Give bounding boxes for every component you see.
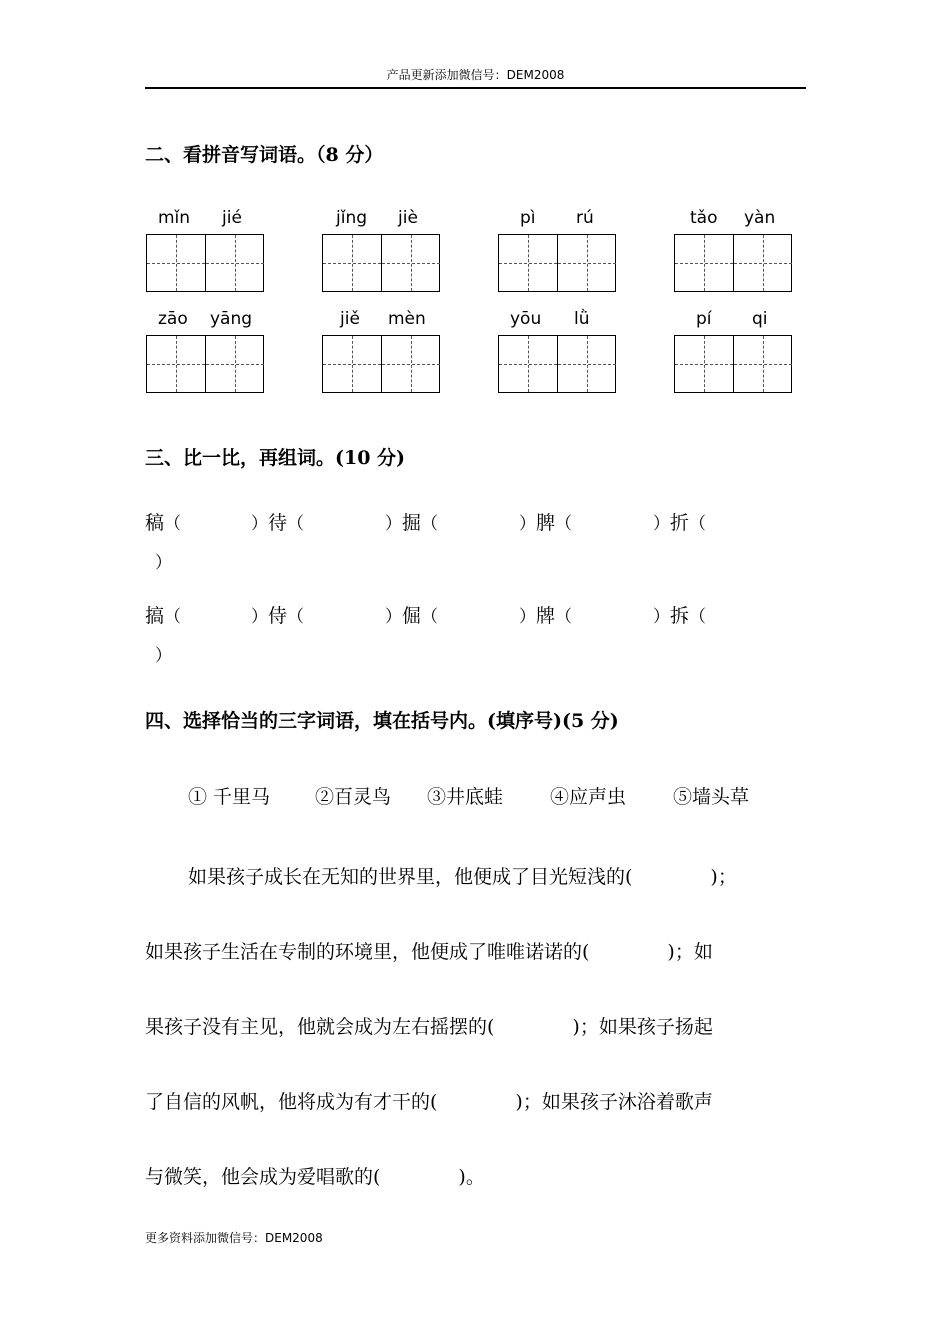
pinyin-word-group xyxy=(146,208,264,292)
compare-item[interactable] xyxy=(145,601,181,628)
compare-char: 折 xyxy=(670,512,690,534)
compare-char: 待 xyxy=(268,512,288,534)
pinyin-syllable: jié xyxy=(222,208,242,228)
paren-close: ） xyxy=(519,514,536,534)
pinyin-row xyxy=(322,208,440,232)
writing-cell[interactable] xyxy=(147,235,205,291)
pinyin-row xyxy=(146,208,264,232)
guide-line-horizontal xyxy=(382,263,440,264)
pinyin-syllable: mèn xyxy=(388,309,426,329)
guide-line-horizontal xyxy=(323,364,381,365)
guide-line-horizontal xyxy=(206,263,264,264)
paren-close: ） xyxy=(385,607,402,627)
writing-cell[interactable] xyxy=(381,336,439,392)
compare-char: 搞 xyxy=(145,605,165,627)
pinyin-word-group xyxy=(674,309,792,393)
writing-cell[interactable] xyxy=(323,235,381,291)
guide-line-horizontal xyxy=(558,364,616,365)
passage-text: )。 xyxy=(458,1166,485,1188)
pinyin-syllable: yàn xyxy=(744,208,776,228)
passage-text: )；如果孩子沐浴着歌声 xyxy=(515,1091,713,1113)
compare-item[interactable] xyxy=(251,601,304,628)
guide-line-horizontal xyxy=(675,364,733,365)
paren-open: （ xyxy=(287,607,305,627)
tian-zi-ge-box xyxy=(146,234,264,292)
pinyin-syllable: jiě xyxy=(340,309,360,329)
compare-item[interactable] xyxy=(653,601,706,628)
paren-close: ） xyxy=(385,514,402,534)
compare-char: 稿 xyxy=(145,512,165,534)
passage-line xyxy=(188,862,737,889)
compare-item[interactable] xyxy=(385,601,438,628)
passage-text: )；如果孩子扬起 xyxy=(572,1016,713,1038)
passage-text: 如果孩子生活在专制的环境里，他便成了唯唯诺诺的( xyxy=(145,941,590,963)
page-footer: 更多资料添加微信号：DEM2008 xyxy=(145,1231,323,1245)
guide-line-horizontal xyxy=(147,263,205,264)
paren-close: ） xyxy=(155,553,172,573)
writing-cell[interactable] xyxy=(675,235,733,291)
pinyin-row xyxy=(146,309,264,333)
paren-open: （ xyxy=(164,607,182,627)
guide-line-horizontal xyxy=(734,263,792,264)
paren-close: ） xyxy=(519,607,536,627)
pinyin-syllable: qi xyxy=(752,309,768,329)
section3-title: 三、比一比，再组词。(10 分) xyxy=(145,447,406,469)
guide-line-horizontal xyxy=(675,263,733,264)
guide-line-horizontal xyxy=(499,263,557,264)
paren-open: （ xyxy=(555,514,573,534)
compare-item[interactable] xyxy=(653,508,706,535)
pinyin-row xyxy=(674,309,792,333)
compare-char: 脾 xyxy=(536,512,556,534)
paren-open: （ xyxy=(164,514,182,534)
paren-close: ） xyxy=(653,607,670,627)
tian-zi-ge-box xyxy=(322,234,440,292)
section2-title: 二、看拼音写词语。（8 分） xyxy=(145,144,384,166)
passage-line xyxy=(145,1012,713,1039)
compare-char: 牌 xyxy=(536,605,556,627)
passage-line xyxy=(145,1162,485,1189)
compare-char: 拆 xyxy=(670,605,690,627)
compare-char: 侍 xyxy=(268,605,288,627)
pinyin-syllable: pí xyxy=(696,309,712,329)
passage-text: )； xyxy=(710,866,737,888)
pinyin-word-group xyxy=(674,208,792,292)
passage-line xyxy=(145,1087,713,1114)
paren-open: （ xyxy=(555,607,573,627)
pinyin-row xyxy=(322,309,440,333)
passage-line xyxy=(145,937,713,964)
word-option: ③井底蛙 xyxy=(427,786,504,808)
pinyin-word-group xyxy=(322,309,440,393)
paren-close: ） xyxy=(653,514,670,534)
writing-cell[interactable] xyxy=(675,336,733,392)
paren-open: （ xyxy=(287,514,305,534)
guide-line-horizontal xyxy=(147,364,205,365)
compare-item[interactable] xyxy=(145,508,181,535)
pinyin-syllable: pì xyxy=(520,208,536,228)
compare-char: 倔 xyxy=(402,605,422,627)
word-option: ④应声虫 xyxy=(550,786,627,808)
pinyin-syllable: mǐn xyxy=(158,208,191,228)
tian-zi-ge-box xyxy=(498,335,616,393)
writing-cell[interactable] xyxy=(557,235,615,291)
guide-line-horizontal xyxy=(499,364,557,365)
compare-char: 掘 xyxy=(402,512,422,534)
pinyin-syllable: lǜ xyxy=(574,309,590,329)
compare-item[interactable] xyxy=(519,508,572,535)
pinyin-row xyxy=(498,309,616,333)
pinyin-syllable: jiè xyxy=(398,208,418,228)
guide-line-horizontal xyxy=(558,263,616,264)
page-header: 产品更新添加微信号：DEM2008 xyxy=(386,68,565,82)
guide-line-horizontal xyxy=(734,364,792,365)
writing-cell[interactable] xyxy=(499,336,557,392)
writing-cell[interactable] xyxy=(499,235,557,291)
header-divider xyxy=(145,87,806,89)
writing-cell[interactable] xyxy=(147,336,205,392)
word-option: ②百灵鸟 xyxy=(315,786,392,808)
writing-cell[interactable] xyxy=(557,336,615,392)
passage-text: 如果孩子成长在无知的世界里，他便成了目光短浅的( xyxy=(188,866,633,888)
guide-line-horizontal xyxy=(206,364,264,365)
writing-cell[interactable] xyxy=(733,336,791,392)
paren-close: ） xyxy=(251,514,268,534)
pinyin-syllable: jǐng xyxy=(336,208,368,228)
tian-zi-ge-box xyxy=(498,234,616,292)
writing-cell[interactable] xyxy=(205,336,263,392)
pinyin-syllable: yāng xyxy=(210,309,253,329)
compare-item[interactable] xyxy=(251,508,304,535)
word-option: ① 千里马 xyxy=(188,786,271,808)
word-option: ⑤墙头草 xyxy=(673,786,750,808)
paren-open: （ xyxy=(689,514,707,534)
tian-zi-ge-box xyxy=(322,335,440,393)
pinyin-syllable: yōu xyxy=(510,309,542,329)
compare-item[interactable] xyxy=(385,508,438,535)
tian-zi-ge-box xyxy=(146,335,264,393)
pinyin-row xyxy=(498,208,616,232)
tian-zi-ge-box xyxy=(674,234,792,292)
pinyin-syllable: rú xyxy=(576,208,594,228)
writing-cell[interactable] xyxy=(381,235,439,291)
pinyin-row xyxy=(674,208,792,232)
paren-close: ） xyxy=(155,646,172,666)
tian-zi-ge-box xyxy=(674,335,792,393)
paren-open: （ xyxy=(689,607,707,627)
pinyin-word-group xyxy=(498,208,616,292)
paren-close: ） xyxy=(251,607,268,627)
compare-item[interactable] xyxy=(519,601,572,628)
writing-cell[interactable] xyxy=(205,235,263,291)
writing-cell[interactable] xyxy=(733,235,791,291)
pinyin-syllable: tǎo xyxy=(690,208,718,228)
paren-open: （ xyxy=(421,514,439,534)
writing-cell[interactable] xyxy=(323,336,381,392)
guide-line-horizontal xyxy=(323,263,381,264)
passage-text: 果孩子没有主见，他就会成为左右摇摆的( xyxy=(145,1016,495,1038)
passage-text: 了自信的风帆，他将成为有才干的( xyxy=(145,1091,438,1113)
guide-line-horizontal xyxy=(382,364,440,365)
passage-text: 与微笑，他会成为爱唱歌的( xyxy=(145,1166,381,1188)
section4-title: 四、选择恰当的三字词语，填在括号内。(填序号)(5 分) xyxy=(145,710,619,732)
paren-open: （ xyxy=(421,607,439,627)
pinyin-word-group xyxy=(146,309,264,393)
passage-text: )；如 xyxy=(667,941,713,963)
pinyin-word-group xyxy=(498,309,616,393)
pinyin-syllable: zāo xyxy=(158,309,188,329)
pinyin-word-group xyxy=(322,208,440,292)
